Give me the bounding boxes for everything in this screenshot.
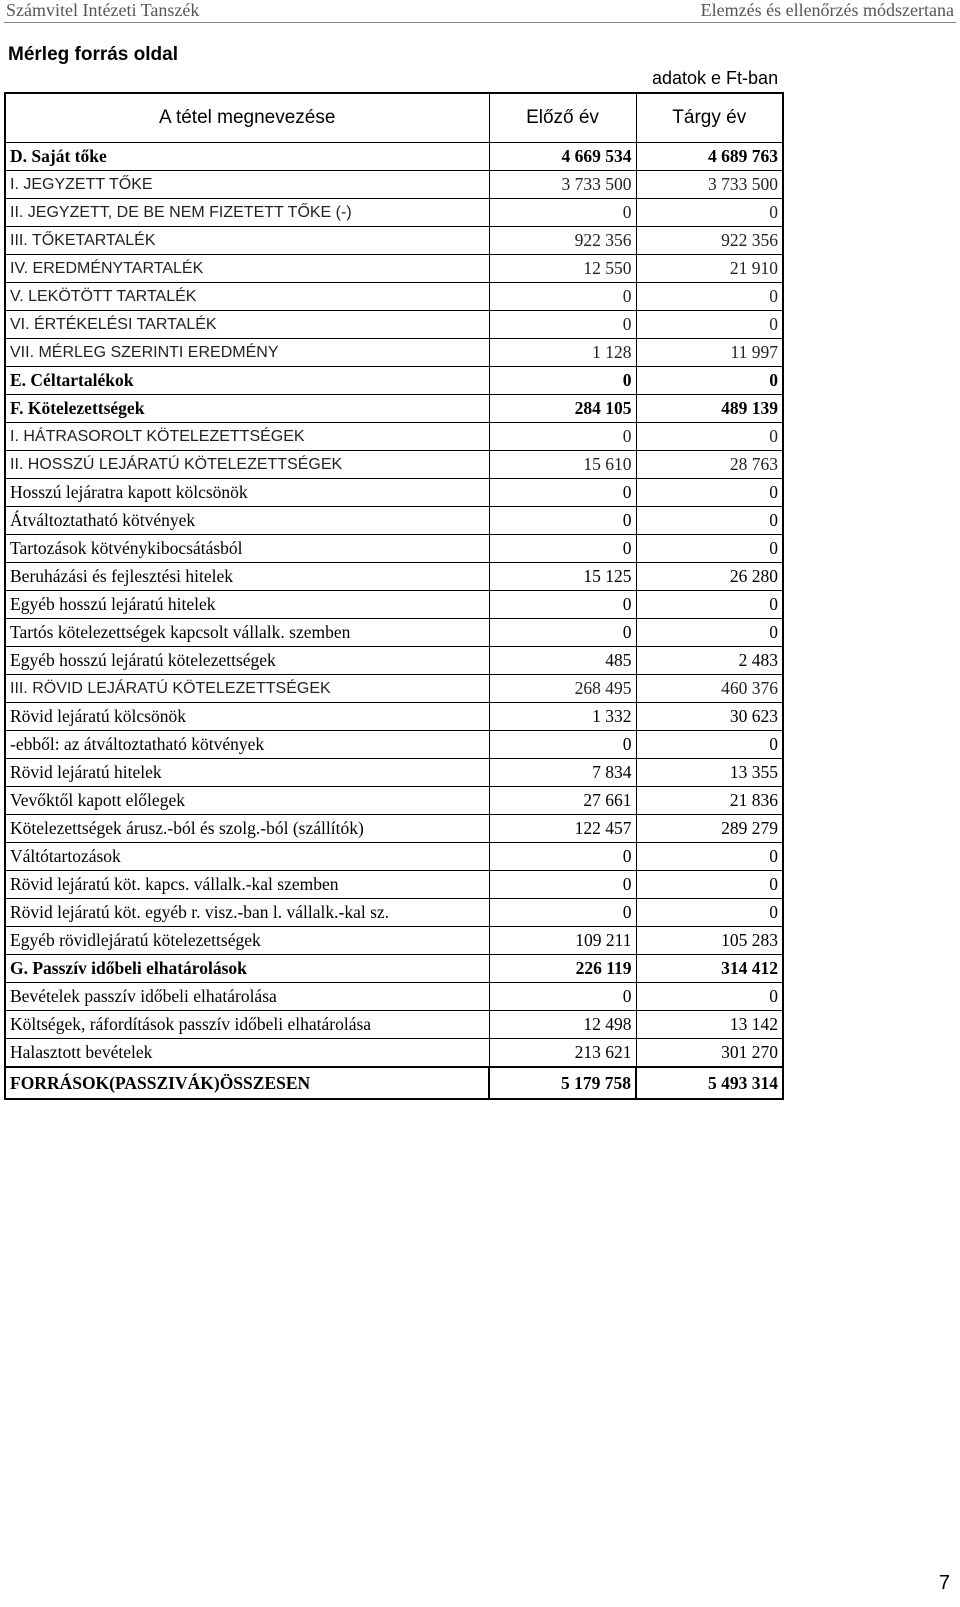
row-previous-year-value: 0 bbox=[489, 871, 636, 899]
table-row bbox=[5, 703, 783, 731]
table-row bbox=[5, 591, 783, 619]
row-label: Egyéb rövidlejáratú kötelezettségek bbox=[5, 927, 489, 955]
table-row bbox=[5, 563, 783, 591]
row-previous-year-value: 7 834 bbox=[489, 759, 636, 787]
row-previous-year-value: 284 105 bbox=[489, 395, 636, 423]
table-row bbox=[5, 507, 783, 535]
row-previous-year-value: 226 119 bbox=[489, 955, 636, 983]
row-label: III. RÖVID LEJÁRATÚ KÖTELEZETTSÉGEK bbox=[5, 675, 489, 703]
balance-sheet-table bbox=[4, 92, 784, 1100]
row-previous-year-value: 5 179 758 bbox=[489, 1067, 636, 1099]
column-header-previous-year: Előző év bbox=[489, 93, 636, 143]
table-row bbox=[5, 843, 783, 871]
row-label: Rövid lejáratú kölcsönök bbox=[5, 703, 489, 731]
row-label: VII. MÉRLEG SZERINTI EREDMÉNY bbox=[5, 339, 489, 367]
row-previous-year-value: 485 bbox=[489, 647, 636, 675]
table-row bbox=[5, 395, 783, 423]
row-label: III. TŐKETARTALÉK bbox=[5, 227, 489, 255]
row-current-year-value: 0 bbox=[636, 619, 783, 647]
row-current-year-value: 13 355 bbox=[636, 759, 783, 787]
row-label: Költségek, ráfordítások passzív időbeli elhatárolása bbox=[5, 1011, 489, 1039]
row-previous-year-value: 922 356 bbox=[489, 227, 636, 255]
row-previous-year-value: 0 bbox=[489, 507, 636, 535]
table-row bbox=[5, 899, 783, 927]
row-label: FORRÁSOK(PASSZIVÁK)ÖSSZESEN bbox=[5, 1067, 489, 1099]
row-current-year-value: 0 bbox=[636, 423, 783, 451]
row-label: I. JEGYZETT TŐKE bbox=[5, 171, 489, 199]
row-previous-year-value: 1 332 bbox=[489, 703, 636, 731]
table-row bbox=[5, 339, 783, 367]
row-current-year-value: 0 bbox=[636, 535, 783, 563]
row-current-year-value: 0 bbox=[636, 311, 783, 339]
table-row bbox=[5, 479, 783, 507]
row-label: E. Céltartalékok bbox=[5, 367, 489, 395]
table-row bbox=[5, 451, 783, 479]
row-previous-year-value: 4 669 534 bbox=[489, 143, 636, 171]
row-previous-year-value: 0 bbox=[489, 479, 636, 507]
row-current-year-value: 314 412 bbox=[636, 955, 783, 983]
row-current-year-value: 0 bbox=[636, 507, 783, 535]
row-previous-year-value: 12 498 bbox=[489, 1011, 636, 1039]
row-current-year-value: 0 bbox=[636, 199, 783, 227]
row-current-year-value: 0 bbox=[636, 479, 783, 507]
row-label: Kötelezettségek árusz.-ból és szolg.-ból (szállítók) bbox=[5, 815, 489, 843]
row-current-year-value: 3 733 500 bbox=[636, 171, 783, 199]
row-previous-year-value: 0 bbox=[489, 591, 636, 619]
table-row bbox=[5, 759, 783, 787]
row-label: Halasztott bevételek bbox=[5, 1039, 489, 1068]
row-previous-year-value: 109 211 bbox=[489, 927, 636, 955]
row-previous-year-value: 0 bbox=[489, 619, 636, 647]
row-previous-year-value: 0 bbox=[489, 199, 636, 227]
table-row bbox=[5, 731, 783, 759]
row-current-year-value: 11 997 bbox=[636, 339, 783, 367]
row-current-year-value: 26 280 bbox=[636, 563, 783, 591]
row-current-year-value: 0 bbox=[636, 983, 783, 1011]
table-row bbox=[5, 311, 783, 339]
table-row bbox=[5, 255, 783, 283]
row-current-year-value: 922 356 bbox=[636, 227, 783, 255]
column-header-item: A tétel megnevezése bbox=[5, 93, 489, 143]
row-label: IV. EREDMÉNYTARTALÉK bbox=[5, 255, 489, 283]
row-label: Tartós kötelezettségek kapcsolt vállalk. szemben bbox=[5, 619, 489, 647]
row-previous-year-value: 0 bbox=[489, 311, 636, 339]
row-current-year-value: 0 bbox=[636, 591, 783, 619]
row-current-year-value: 289 279 bbox=[636, 815, 783, 843]
table-row bbox=[5, 535, 783, 563]
row-previous-year-value: 122 457 bbox=[489, 815, 636, 843]
row-previous-year-value: 0 bbox=[489, 535, 636, 563]
row-current-year-value: 0 bbox=[636, 871, 783, 899]
table-row bbox=[5, 1067, 783, 1099]
table-row bbox=[5, 675, 783, 703]
row-current-year-value: 105 283 bbox=[636, 927, 783, 955]
row-current-year-value: 5 493 314 bbox=[636, 1067, 783, 1099]
table-row bbox=[5, 983, 783, 1011]
table-row bbox=[5, 171, 783, 199]
row-current-year-value: 4 689 763 bbox=[636, 143, 783, 171]
row-label: Rövid lejáratú hitelek bbox=[5, 759, 489, 787]
row-label: F. Kötelezettségek bbox=[5, 395, 489, 423]
table-row bbox=[5, 787, 783, 815]
table-row bbox=[5, 619, 783, 647]
row-label: Hosszú lejáratra kapott kölcsönök bbox=[5, 479, 489, 507]
row-current-year-value: 21 836 bbox=[636, 787, 783, 815]
row-label: II. HOSSZÚ LEJÁRATÚ KÖTELEZETTSÉGEK bbox=[5, 451, 489, 479]
header-department: Számvitel Intézeti Tanszék bbox=[6, 0, 200, 20]
page-number: 7 bbox=[938, 1572, 950, 1594]
row-current-year-value: 460 376 bbox=[636, 675, 783, 703]
row-previous-year-value: 3 733 500 bbox=[489, 171, 636, 199]
row-current-year-value: 13 142 bbox=[636, 1011, 783, 1039]
table-row bbox=[5, 927, 783, 955]
row-previous-year-value: 0 bbox=[489, 983, 636, 1011]
row-label: V. LEKÖTÖTT TARTALÉK bbox=[5, 283, 489, 311]
row-label: G. Passzív időbeli elhatárolások bbox=[5, 955, 489, 983]
row-label: Egyéb hosszú lejáratú hitelek bbox=[5, 591, 489, 619]
row-label: Átváltoztatható kötvények bbox=[5, 507, 489, 535]
table-row bbox=[5, 367, 783, 395]
row-label: Bevételek passzív időbeli elhatárolása bbox=[5, 983, 489, 1011]
row-label: Rövid lejáratú köt. kapcs. vállalk.-kal szemben bbox=[5, 871, 489, 899]
row-label: Rövid lejáratú köt. egyéb r. visz.-ban l. vállalk.-kal sz. bbox=[5, 899, 489, 927]
row-label: -ebből: az átváltoztatható kötvények bbox=[5, 731, 489, 759]
table-row bbox=[5, 199, 783, 227]
row-label: VI. ÉRTÉKELÉSI TARTALÉK bbox=[5, 311, 489, 339]
row-label: Beruházási és fejlesztési hitelek bbox=[5, 563, 489, 591]
page-title: Mérleg forrás oldal bbox=[8, 44, 178, 65]
header-course: Elemzés és ellenőrzés módszertana bbox=[700, 0, 954, 20]
table-row bbox=[5, 227, 783, 255]
row-previous-year-value: 0 bbox=[489, 283, 636, 311]
table-row bbox=[5, 955, 783, 983]
row-previous-year-value: 0 bbox=[489, 367, 636, 395]
row-current-year-value: 0 bbox=[636, 843, 783, 871]
row-current-year-value: 30 623 bbox=[636, 703, 783, 731]
row-label: Tartozások kötvénykibocsátásból bbox=[5, 535, 489, 563]
column-header-current-year: Tárgy év bbox=[636, 93, 783, 143]
unit-note: adatok e Ft-ban bbox=[652, 68, 779, 88]
row-current-year-value: 21 910 bbox=[636, 255, 783, 283]
row-current-year-value: 0 bbox=[636, 283, 783, 311]
row-previous-year-value: 0 bbox=[489, 899, 636, 927]
row-label: Egyéb hosszú lejáratú kötelezettségek bbox=[5, 647, 489, 675]
table-row bbox=[5, 815, 783, 843]
table-row bbox=[5, 871, 783, 899]
row-previous-year-value: 15 610 bbox=[489, 451, 636, 479]
table-row bbox=[5, 423, 783, 451]
row-current-year-value: 28 763 bbox=[636, 451, 783, 479]
row-current-year-value: 489 139 bbox=[636, 395, 783, 423]
row-previous-year-value: 12 550 bbox=[489, 255, 636, 283]
row-previous-year-value: 0 bbox=[489, 731, 636, 759]
row-label: D. Saját tőke bbox=[5, 143, 489, 171]
table-row bbox=[5, 283, 783, 311]
row-previous-year-value: 15 125 bbox=[489, 563, 636, 591]
header-rule bbox=[4, 22, 956, 23]
row-current-year-value: 0 bbox=[636, 731, 783, 759]
table-row bbox=[5, 1011, 783, 1039]
row-current-year-value: 301 270 bbox=[636, 1039, 783, 1068]
row-previous-year-value: 27 661 bbox=[489, 787, 636, 815]
row-previous-year-value: 268 495 bbox=[489, 675, 636, 703]
row-current-year-value: 0 bbox=[636, 899, 783, 927]
row-label: I. HÁTRASOROLT KÖTELEZETTSÉGEK bbox=[5, 423, 489, 451]
table-row bbox=[5, 1039, 783, 1068]
row-previous-year-value: 1 128 bbox=[489, 339, 636, 367]
row-current-year-value: 0 bbox=[636, 367, 783, 395]
table-header-row bbox=[5, 93, 783, 143]
row-label: Váltótartozások bbox=[5, 843, 489, 871]
table-row bbox=[5, 647, 783, 675]
row-previous-year-value: 0 bbox=[489, 423, 636, 451]
row-previous-year-value: 0 bbox=[489, 843, 636, 871]
row-label: Vevőktől kapott előlegek bbox=[5, 787, 489, 815]
row-previous-year-value: 213 621 bbox=[489, 1039, 636, 1068]
page-header bbox=[0, 0, 960, 24]
row-current-year-value: 2 483 bbox=[636, 647, 783, 675]
row-label: II. JEGYZETT, DE BE NEM FIZETETT TŐKE (-) bbox=[5, 199, 489, 227]
table-row bbox=[5, 143, 783, 171]
